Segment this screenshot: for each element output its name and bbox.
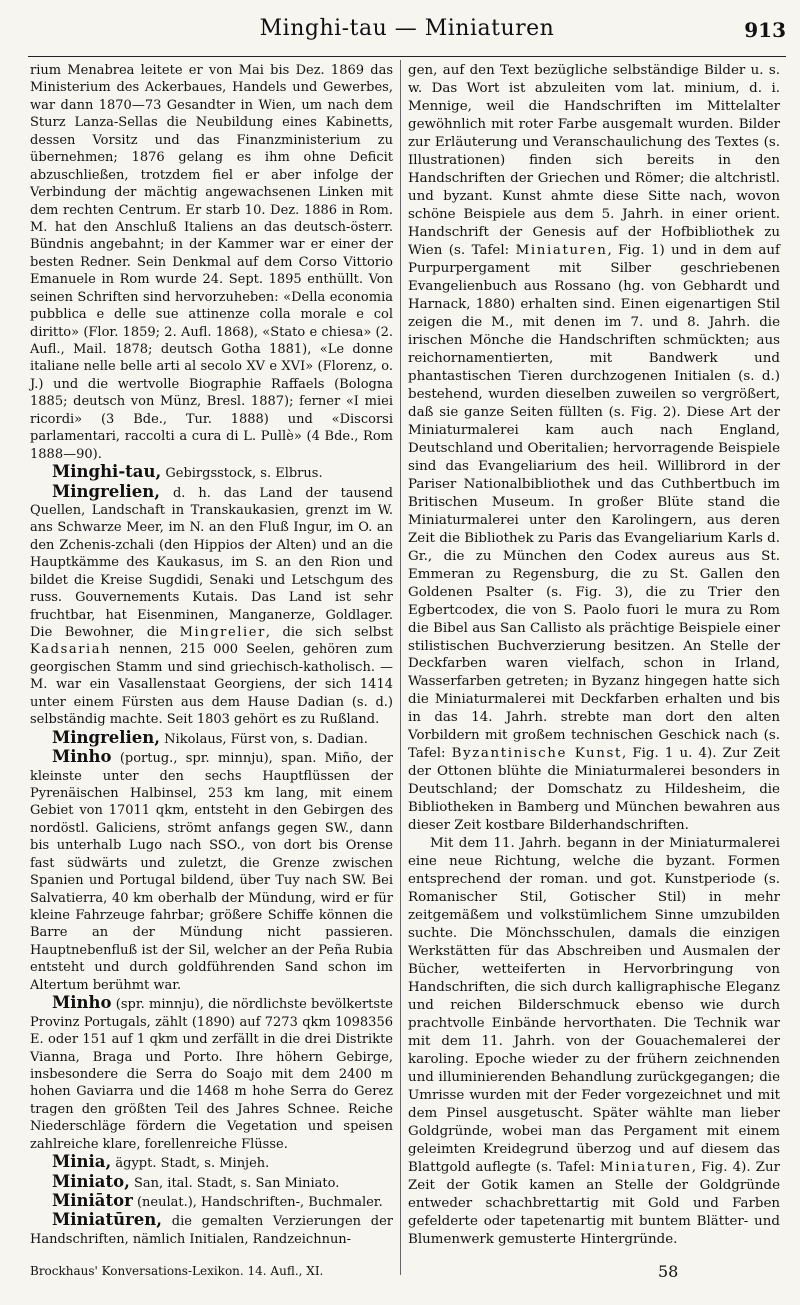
entry-text: nennen, 215 000 Seelen, gehören zum georgischen Stamm und sind griechisch-katholisch. — M. war ein Vasallenstaat Georgiens, der sich 1414 unter einem Fürsten aus dem Hause Dadian (s. d.) selbständig machte. Seit 1803 gehört es zu Rußland. [30,642,393,728]
spaced-term: Mingrelier [179,625,266,640]
spaced-term: Kadsariah [30,642,112,658]
entry-headword: Minho [52,747,112,767]
entry-text: (spr. minnju), die nördlichste bevölkertste Provinz Portugals, zählt (1890) auf 7273 qkm 1098356 E. oder 151 auf 1 qkm und zerfällt in die drei Distrikte Vianna, Braga und Porto. Ihre höhern Gebirge, insbesondere die Serra do Soajo mit dem 2400 m hohen Gaviarra und die 1468 m hohe Serra do Gerez tragen den größten Teil des Jahres Schnee. Reiche Niederschläge fördern die Vegetation und speisen zahlreiche klare, forellenreiche Flüsse. [30,997,393,1152]
entry-miniator [30,1192,393,1211]
entry-text: Gebirgsstock, s. Elbrus. [161,466,323,482]
entry-text: d. h. das Land der tausend Quellen, Landschaft in Transkaukasien, grenzt im W. ans Schwarze Meer, im N. an den Fluß Ingur, im O. an den Zchenis-zchali (den Hippios der Alten) und an die Hauptkämme des Kaukasus, im S. an den Rion und bildet die Kreise Sugdidi, Senaki und Letschgum des russ. Gouvernements Kutais. Das Land ist sehr fruchtbar, hat Eisenminen, Manganerze, Goldlager. Die Bewohner, die [30,485,393,640]
left-column [30,62,393,1248]
right-column [408,62,780,1249]
entry-mingrelien-nikolaus [30,729,393,748]
paragraph-text: , Fig. 4). Zur Zeit der Gotik kamen an Stelle der Goldgründe entweder schachbrettartig mit Gold und Farben gefelderte oder tapetenartig mit buntem Blätter- und Blumenwerk gemusterte Hintergründe. [408,1160,780,1247]
running-title: Minghi-tau — Miniaturen [259,16,555,41]
miniaturen-paragraph-1 [408,62,780,835]
page-header [28,16,786,50]
entry-minia [30,1153,393,1172]
entry-miniato [30,1173,393,1192]
entry-continuation: rium Menabrea leitete er von Mai bis Dez. 1869 das Ministerium des Ackerbaues, Handels und Gewerbes, war dann 1870—73 Gesandter in Wien, um nach dem Sturz Lanza-Sellas die Neubildung eines Kabinetts, dessen Vorsitz und das Finanzministerium zu übernehmen; 1876 gelang es ihm ohne Deficit abzuschließen, trotzdem fiel er aber infolge der Verbindung der mächtig angewachsenen Linken mit dem rechten Centrum. Er starb 10. Dez. 1886 in Rom. M. hat den Anschluß Italiens an das deutsch-österr. Bündnis angebahnt; in der Kammer war er einer der besten Redner. Sein Denkmal auf dem Corso Vittorio Emanuele in Rom wurde 24. Sept. 1895 enthüllt. Von seinen Schriften sind hervorzuheben: «Della economia pubblica e delle sue attinenze colla morale e col diritto» (Flor. 1859; 2. Aufl. 1868), «Stato e chiesa» (2. Aufl., Mail. 1878; deutsch Gotha 1881), «Le donne italiane nelle belle arti al secolo XV e XVI» (Florenz, o. J.) und die wertvolle Biographie Raffaels (Bologna 1885; deutsch von Münz, Bresl. 1887); ferner «I miei ricordi» (3 Bde., Tur. 1888) und «Discorsi parlamentari, raccolti a cura di L. Pullè» (4 Bde., Rom 1888—90). [30,63,393,462]
spaced-term: Miniaturen [599,1160,692,1176]
entry-minghi-tau [30,463,393,482]
entry-headword: Minho [52,993,112,1013]
entry-headword: Mingrelien, [52,727,161,747]
entry-text: (portug., spr. minnju), span. Miño, der kleinste unter den sechs Hauptflüssen der Pyrenäischen Halbinsel, 253 km lang, mit einem Gebiet von 17011 qkm, entsteht in den Gebirgen des nordöstl. Galiciens, strömt anfangs gegen SW., dann bis unterhalb Lugo nach SSO., von dort bis Orense fast südwärts und zuletzt, die Grenze zwischen Spanien und Portugal bildend, über Tuy nach SW. Bei Salvatierra, 40 km oberhalb der Mündung, wird er für kleine Fahrzeuge fahrbar; größere Schiffe können die Barre an der Mündung nicht passieren. Hauptnebenfluß ist der Sil, welcher an der Peña Rubia entsteht und durch goldführenden Sand schon im Altertum berühmt war. [30,751,393,993]
entry-headword: Miniato, [52,1171,130,1191]
entry-text: Nikolaus, Fürst von, s. Dadian. [160,731,368,747]
spaced-term: Byzantinische Kunst [451,746,622,762]
signature-mark: 58 [658,1262,679,1281]
paragraph-text: Mit dem 11. Jahrh. begann in der Miniaturmalerei eine neue Richtung, welche die byzant. Formen entsprechend der roman. und got. Kunstperiode (s. Romanischer Stil, Gotischer Stil) in mehr zeitgemäßem und volkstümlichem Sinne umzubilden suchte. Die Mönchsschulen, damals die einzigen Werkstätten für das Abschreiben und Ausmalen der Bücher, wetteiferten in Hervorbringung von Handschriften, die sich durch kalligraphische Eleganz und reichen Bilderschmuck ebenso wie durch prachtvolle Einbände hervorthaten. Die Technik war mit dem 11. Jahrh. von der Gouachemalerei der karoling. Epoche wieder zu der frühern zeichnenden und illuminierenden Behandlung zurückgegangen; die Umrisse wurden mit der Feder vorgezeichnet und mit dem Pinsel ausgetuscht. Später wählte man lieber Goldgründe, wobei man das Pergament mit einem geleimten Kreidegrund überzog und auf diesem das Blattgold auflegte (s. Tafel: [408,836,780,1176]
header-rule [28,56,786,57]
entry-minho-river [30,748,393,994]
paragraph-text: , Fig. 1) und in dem auf Purpurpergament mit Silber geschriebenen Evangelienbuch aus Rossano (hg. von Gebhardt und Harnack, 1880) erhalten sind. Einen eigenartigen Stil zeigen die M., mit denen im 7. und 8. Jahrh. die irischen Mönche die Handschriften schmückten; aus reichornamentierten, mit Bandwerk und phantastischen Tieren durchzogenen Initialen (s. d.) bestehend, wurden dieselben zuweilen so vergrößert, daß sie ganze Seiten füllten (s. Fig. 2). Diese Art der Miniaturmalerei kam auch nach England, Deutschland und Oberitalien; hervorragende Beispiele sind das Evangeliarium des heil. Willibrord in der Pariser Nationalbibliothek und das Cuthbertbuch im Britischen Museum. In großer Blüte stand die Miniaturmalerei unter den Karolingern, aus deren Zeit die Bibliothek zu Paris das Evangeliarium Karls d. Gr., die zu München den Codex aureus aus St. Emmeran zu Regensburg, die zu St. Gallen den Goldenen Psalter (s. Fig. 3), die zu Trier den Egbertcodex, die von S. Paolo fuori le mura zu Rom die Bibel aus San Callisto als prächtige Beispiele einer stilistischen Buchverzierung besitzen. An Stelle der Deckfarben waren vielfach, schon in Irland, Wasserfarben getreten; in Byzanz hingegen hatte sich die Miniaturmalerei mit Deckfarben erhalten und bis in das 14. Jahrh. strebte man dort den alten Vorbildern mit großem technischen Geschick nach (s. Tafel: [408,242,781,762]
entry-mingrelien [30,483,393,729]
entry-text: , die sich selbst [265,625,393,640]
publisher-imprint: Brockhaus' Konversations-Lexikon. 14. Aufl., XI. [30,1264,324,1278]
entry-minho-province [30,994,393,1153]
entry-text: (neulat.), Handschriften-, Buchmaler. [132,1195,383,1210]
entry-headword: Mingrelien, [52,481,161,501]
entry-headword: Miniātor [52,1191,133,1210]
column-divider [400,60,401,1275]
entry-text: San, ital. Stadt, s. San Miniato. [129,1175,340,1191]
entry-text: ägypt. Stadt, s. Minjeh. [111,1156,270,1172]
page-number: 913 [744,18,786,42]
paragraph-text: , Fig. 1 u. 4). Zur Zeit der Ottonen blühte die Miniaturmalerei besonders in Deutschland; der Domschatz zu Hildesheim, die Bibliotheken in Bamberg und München bewahren aus dieser Zeit kostbare Bilderhandschriften. [408,746,780,834]
spaced-term: Miniaturen [515,242,608,258]
entry-headword: Miniatūren, [52,1210,163,1230]
paragraph-text: gen, auf den Text bezügliche selbständige Bilder u. s. w. Das Wort ist abzuleiten vom lat. minium, d. i. Mennige, weil die Handschriften im Mittelalter gewöhnlich mit roter Farbe ausgemalt wurden. Bilder zur Erläuterung und Veranschaulichung des Textes (s. Illustrationen) finden sich bereits in den Handschriften der Griechen und Römer; die altchristl. und byzant. Kunst ahmte diese Sitte nach, wovon schöne Beispiele aus dem 5. Jahrh. in einer orient. Handschrift der Genesis auf der Hofbibliothek zu Wien (s. Tafel: [408,63,780,258]
entry-headword: Minia, [52,1152,112,1172]
miniaturen-paragraph-2 [408,835,780,1249]
entry-headword: Minghi-tau, [52,462,162,482]
entry-miniaturen [30,1211,393,1248]
entry-text: die gemalten Verzierungen der Handschriften, nämlich Initialen, Randzeichnun- [30,1214,393,1247]
